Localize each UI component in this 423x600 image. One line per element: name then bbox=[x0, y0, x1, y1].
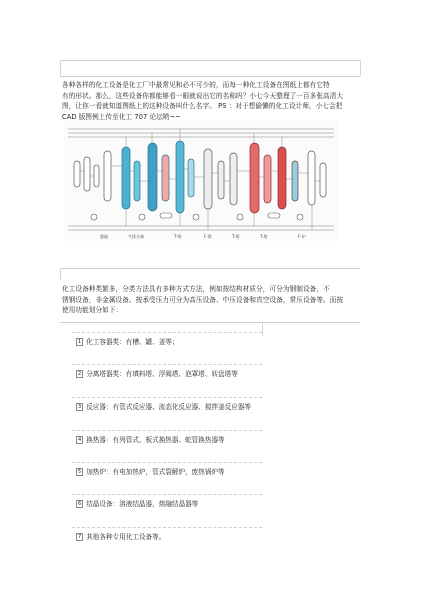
list-item bbox=[76, 402, 251, 412]
classification-line: 锈钢设备，非金属设备。按承受压力可分为高压设备、中压设备和真空设备，常压设备等。而按 bbox=[62, 295, 344, 304]
list-item bbox=[76, 369, 238, 379]
middle-rule bbox=[60, 268, 360, 269]
intro-line: CAD 版图例上传至化工 707 论坛哟~~ bbox=[62, 112, 181, 121]
list-item-text: 结晶设备：溶液结晶器，熔融结晶器等 bbox=[86, 500, 199, 508]
top-rule-right-tick bbox=[360, 60, 361, 76]
list-item-number: 2 bbox=[78, 371, 82, 377]
list-item bbox=[76, 337, 179, 347]
diagram-label: 脱硫 bbox=[100, 234, 108, 239]
list-right-tick bbox=[262, 322, 263, 336]
list-item bbox=[76, 532, 165, 542]
diagram-label: T-塔 bbox=[174, 234, 182, 239]
intro-line: 有的形状。那么，这些设备你都能够看一眼就说出它的名称吗？小七今天整理了一百多张高清大 bbox=[62, 91, 344, 100]
classification-paragraph bbox=[62, 284, 362, 316]
intro-line: 各种各样的化工设备是化工厂中最常见和必不可少的，而每一种化工设备在图纸上都有它特 bbox=[62, 81, 330, 89]
diagram-label: T-塔 bbox=[260, 234, 268, 239]
list-item-text: 其他各种专用化工设备等。 bbox=[86, 533, 166, 541]
list-item-number: 1 bbox=[78, 339, 82, 345]
list-item-number: 7 bbox=[78, 534, 82, 540]
diagram-label: F-塔 bbox=[204, 234, 212, 239]
list-item-text: 换热器：有列管式、板式换热器、蛇管换热器等 bbox=[86, 436, 225, 444]
top-rule-2 bbox=[60, 76, 360, 77]
intro-paragraph bbox=[62, 80, 362, 122]
list-item-text: 反应器：有管式反应器、流态化反应器、搅拌釜反应器等 bbox=[86, 403, 252, 411]
diagram-label: F-炉 bbox=[298, 234, 306, 239]
list-item bbox=[76, 435, 225, 445]
classification-line: 使用功能划分如下： bbox=[62, 306, 123, 315]
list-item-number: 3 bbox=[78, 404, 82, 410]
list-item-text: 化工容器类：有槽、罐、釜等； bbox=[86, 338, 179, 346]
top-rule bbox=[60, 60, 360, 61]
list-item-text: 加热炉：有电加热炉，管式裂解炉，废热锅炉等 bbox=[86, 468, 225, 476]
list-item-number: 6 bbox=[78, 501, 82, 507]
diagram-label: 气体分离 bbox=[128, 234, 144, 239]
list-item bbox=[76, 499, 198, 509]
diagram-label: T-塔 bbox=[232, 234, 240, 239]
classification-line: 化工设备种类繁多，分类方法具有多种方式方法，例如按结构材质分，可分为钢制设备，不 bbox=[62, 285, 330, 293]
intro-line: 图，让你一看就知道图纸上的这种设备叫什么名字。 PS ：对于想偷懒的化工设计师，小七会把 bbox=[62, 102, 343, 111]
list-item-number: 5 bbox=[78, 469, 82, 475]
list-top-rule bbox=[60, 322, 360, 323]
middle-rule-left-tick bbox=[60, 268, 61, 280]
list-item-number: 4 bbox=[78, 437, 82, 443]
list-item bbox=[76, 467, 225, 477]
list-item-text: 分离塔器类：有填料塔、浮阀塔、泡罩塔、转盘塔等 bbox=[86, 370, 238, 378]
process-flow-diagram bbox=[64, 121, 338, 241]
top-rule-left-tick bbox=[60, 60, 61, 76]
